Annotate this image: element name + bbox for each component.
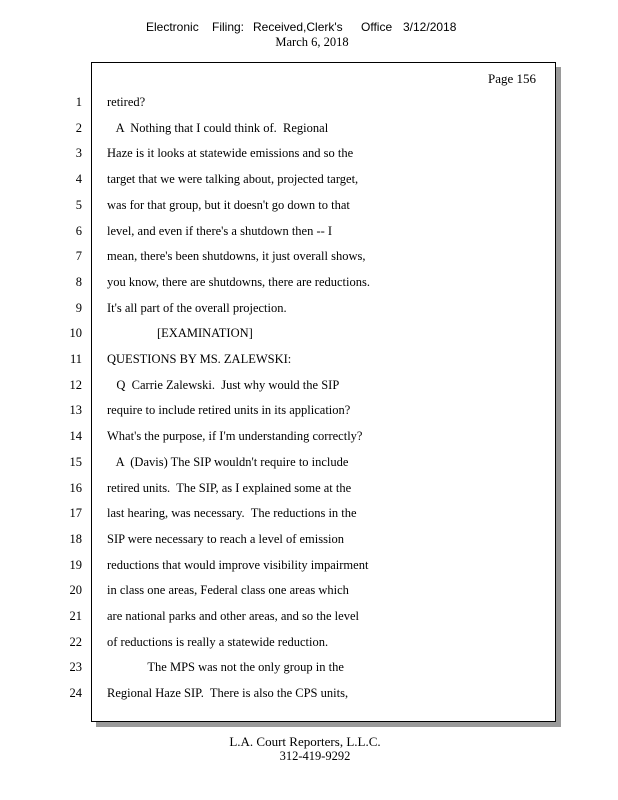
filing-stamp <box>0 20 618 36</box>
line-number: 1 <box>75 95 82 109</box>
transcript-line <box>0 633 618 651</box>
filing-stamp-word: 3/12/2018 <box>403 20 457 34</box>
line-number: 24 <box>69 686 82 700</box>
transcript-line <box>0 504 618 522</box>
line-text: retired? <box>107 95 146 109</box>
transcript-line <box>0 196 618 214</box>
filing-stamp-word: Office <box>361 20 393 34</box>
line-text: reductions that would improve visibility impairment <box>107 558 369 572</box>
line-text: you know, there are shutdowns, there are reductions. <box>107 275 370 289</box>
filing-stamp-word: Received,Clerk's <box>253 20 343 34</box>
line-text: last hearing, was necessary. The reductions in the <box>107 506 357 520</box>
line-text: What's the purpose, if I'm understanding correctly? <box>107 429 363 443</box>
transcript-line <box>0 119 618 137</box>
transcript-line <box>0 350 618 368</box>
line-number: 12 <box>69 378 82 392</box>
line-number: 7 <box>75 249 82 263</box>
line-text: mean, there's been shutdowns, it just overall shows, <box>107 249 366 263</box>
line-text: [EXAMINATION] <box>107 326 253 340</box>
filing-date: March 6, 2018 <box>275 35 349 49</box>
line-text: QUESTIONS BY MS. ZALEWSKI: <box>107 352 292 366</box>
line-text: Haze is it looks at statewide emissions and so the <box>107 146 354 160</box>
line-text: A Nothing that I could think of. Regional <box>107 121 329 135</box>
transcript-line <box>0 427 618 445</box>
line-text: A (Davis) The SIP wouldn't require to include <box>107 455 349 469</box>
line-number: 21 <box>69 609 82 623</box>
line-number: 17 <box>69 506 82 520</box>
line-text: Regional Haze SIP. There is also the CPS units, <box>107 686 349 700</box>
line-text: was for that group, but it doesn't go down to that <box>107 198 350 212</box>
line-number: 22 <box>69 635 82 649</box>
transcript-line <box>0 530 618 548</box>
line-number: 16 <box>69 481 82 495</box>
transcript-line <box>0 479 618 497</box>
transcript-line <box>0 453 618 471</box>
line-text: are national parks and other areas, and so the level <box>107 609 359 623</box>
line-text: require to include retired units in its application? <box>107 403 351 417</box>
line-text: retired units. The SIP, as I explained some at the <box>107 481 352 495</box>
line-number: 11 <box>69 352 82 366</box>
line-text: in class one areas, Federal class one areas which <box>107 583 349 597</box>
line-number: 4 <box>75 172 82 186</box>
page-number: Page 156 <box>488 71 537 86</box>
transcript-line <box>0 581 618 599</box>
line-number: 15 <box>69 455 82 469</box>
transcript-line <box>0 324 618 342</box>
reporter-name: L.A. Court Reporters, L.L.C. <box>229 734 381 749</box>
transcript-line <box>0 376 618 394</box>
line-number: 6 <box>75 224 82 238</box>
line-number: 10 <box>69 326 82 340</box>
line-text: The MPS was not the only group in the <box>107 660 344 674</box>
filing-stamp-word: Filing: <box>212 20 245 34</box>
line-number: 14 <box>69 429 82 443</box>
transcript-line <box>0 144 618 162</box>
reporter-phone: 312-419-9292 <box>279 749 351 763</box>
line-number: 2 <box>75 121 82 135</box>
line-number: 9 <box>75 301 82 315</box>
line-text: of reductions is really a statewide reduction. <box>107 635 329 649</box>
transcript-line <box>0 607 618 625</box>
line-text: level, and even if there's a shutdown then -- I <box>107 224 333 238</box>
line-text: It's all part of the overall projection. <box>107 301 287 315</box>
line-number: 13 <box>69 403 82 417</box>
line-text: Q Carrie Zalewski. Just why would the SIP <box>107 378 340 392</box>
line-text: target that we were talking about, projected target, <box>107 172 359 186</box>
transcript-line <box>0 93 618 111</box>
line-number: 19 <box>69 558 82 572</box>
transcript-line <box>0 684 618 702</box>
transcript-line <box>0 273 618 291</box>
filing-stamp-word: Electronic <box>146 20 199 34</box>
line-number: 23 <box>69 660 82 674</box>
transcript-line <box>0 247 618 265</box>
transcript-line <box>0 170 618 188</box>
transcript-line <box>0 658 618 676</box>
line-text: SIP were necessary to reach a level of emission <box>107 532 344 546</box>
line-number: 3 <box>75 146 82 160</box>
transcript-line <box>0 299 618 317</box>
line-number: 18 <box>69 532 82 546</box>
transcript-line <box>0 222 618 240</box>
line-number: 20 <box>69 583 82 597</box>
transcript-line <box>0 401 618 419</box>
line-number: 5 <box>75 198 82 212</box>
line-number: 8 <box>75 275 82 289</box>
transcript-line <box>0 556 618 574</box>
